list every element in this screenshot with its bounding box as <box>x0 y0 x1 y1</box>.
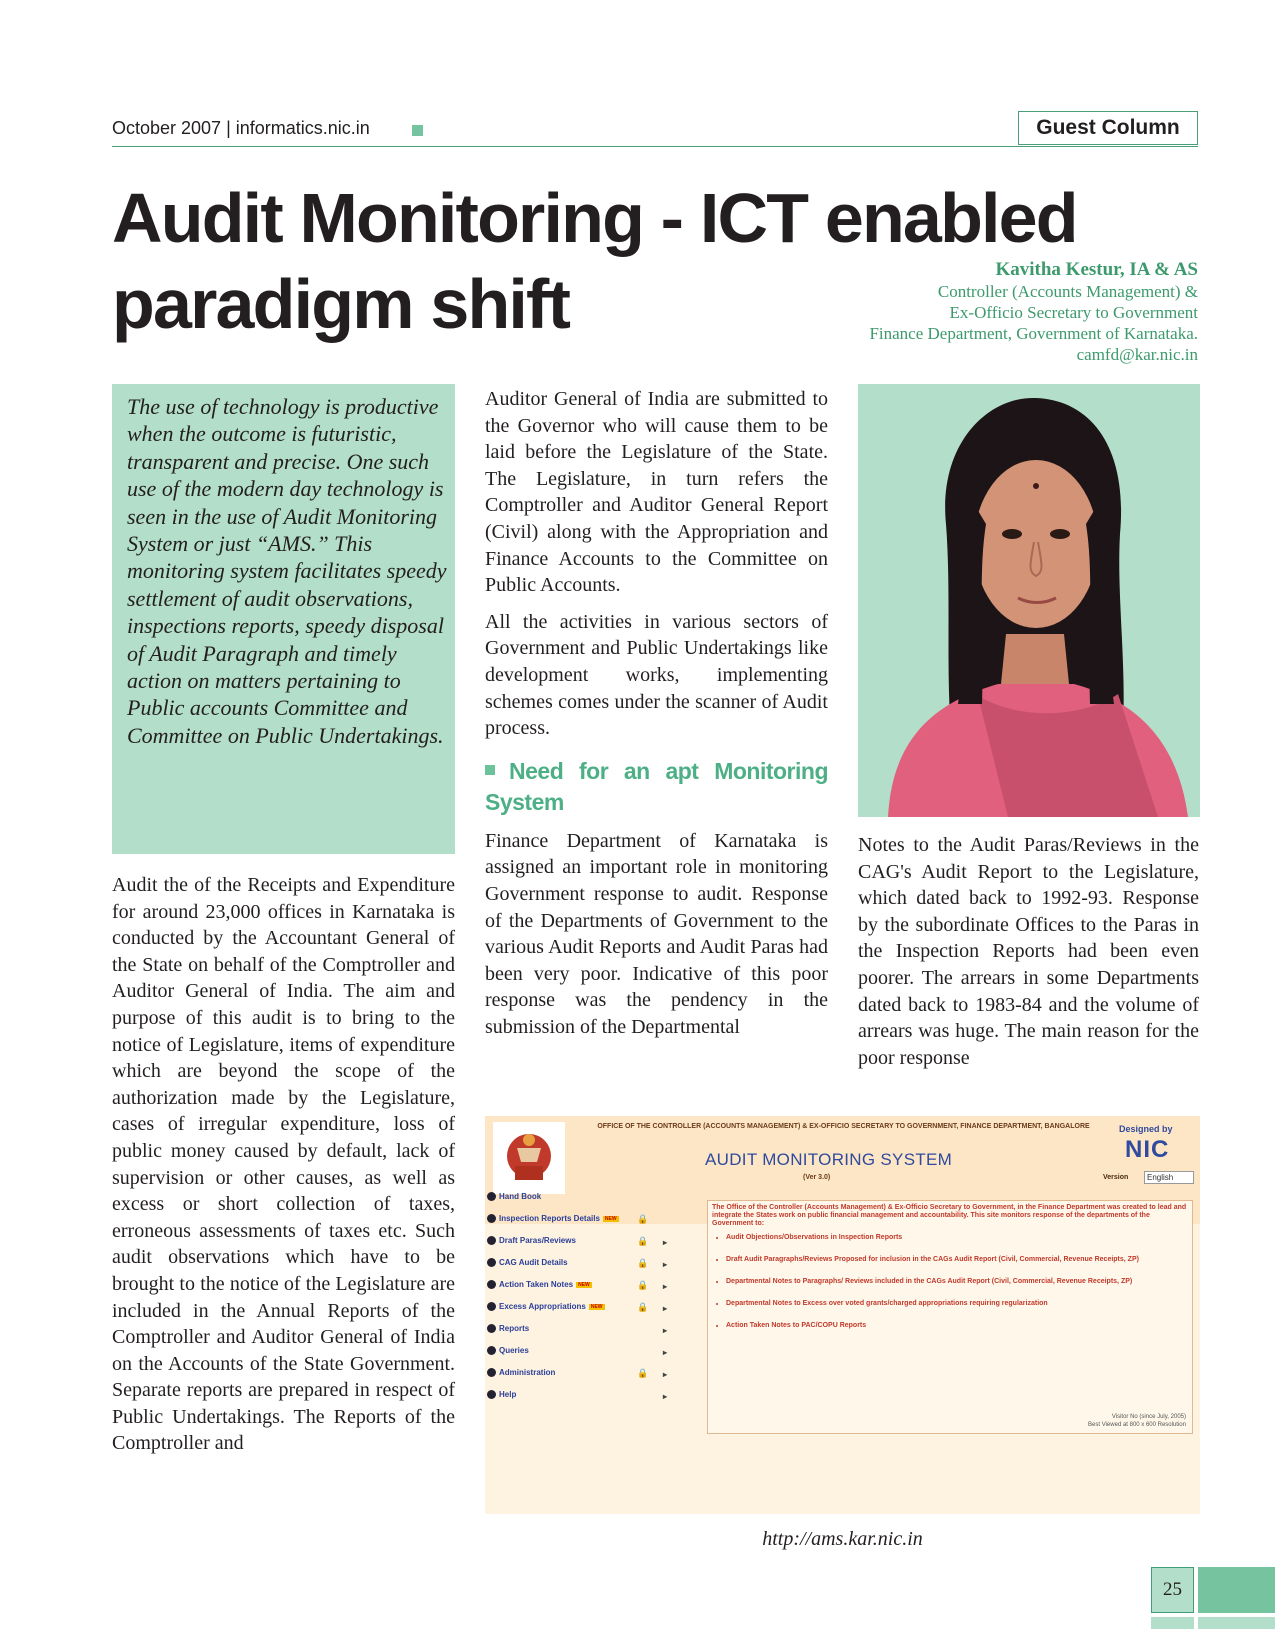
chevron-right-icon: ▸ <box>663 1392 668 1401</box>
menu-item-help[interactable] <box>487 1390 677 1412</box>
author-photo <box>858 384 1200 817</box>
lock-icon: 🔒 <box>637 1368 649 1378</box>
column-1 <box>112 872 455 1467</box>
chevron-right-icon: ▸ <box>663 1370 668 1379</box>
list-item[interactable]: • Departmental Notes to Paragraphs/ Reviews included in the CAGs Audit Report (Civil, Commercial, Revenue Receipts, ZP) <box>726 1278 1188 1286</box>
bullet-icon <box>487 1324 496 1333</box>
list-item[interactable]: • Departmental Notes to Excess over voted grants/charged appropriations requiring regularization <box>726 1300 1188 1308</box>
menu-item-queries[interactable] <box>487 1346 677 1368</box>
lock-icon: 🔒 <box>637 1214 649 1224</box>
chevron-right-icon: ▸ <box>663 1304 668 1313</box>
pull-quote-box <box>112 384 455 854</box>
best-viewed-note: Best Viewed at 800 x 600 Resolution <box>1088 1422 1186 1428</box>
lock-icon: 🔒 <box>637 1236 649 1246</box>
menu-item-label: Action Taken Notes <box>499 1280 574 1289</box>
ams-app-title: AUDIT MONITORING SYSTEM <box>705 1150 953 1169</box>
subheading-text: Need for an apt Monitoring System <box>485 757 828 815</box>
menu-item-label: Administration <box>499 1368 556 1377</box>
section-subheading <box>485 756 828 818</box>
menu-item-label: Hand Book <box>499 1192 542 1201</box>
portrait-illustration <box>858 384 1200 817</box>
nic-logo: NIC <box>1125 1136 1170 1163</box>
ams-intro-text: The Office of the Controller (Accounts Management) & Ex-Officio Secretary to Government, in the Finance Department was created to lead and integrate the States work on public financial management and accountability. This site monitors response of the departments of the Government to: <box>712 1204 1187 1227</box>
menu-item-inspection-reports[interactable] <box>487 1214 677 1236</box>
list-item[interactable]: • Draft Audit Paragraphs/Reviews Proposed for inclusion in the CAGs Audit Report (Civil, Commercial, Revenue Receipts, ZP) <box>726 1256 1188 1264</box>
page-number-tab <box>1198 1567 1275 1613</box>
body-paragraph: Notes to the Audit Paras/Reviews in the CAG's Audit Report to the Legislature, which dated back to 1992-93. Response by the subordinate Offices to the Paras in the Inspection Reports had been even poorer. The arrears in some Departments dated back to 1983-84 and the volume of arrears was huge. The main reason for the poor response <box>858 834 1199 1069</box>
lock-icon: 🔒 <box>637 1258 649 1268</box>
menu-item-cag-audit[interactable] <box>487 1258 677 1280</box>
menu-item-label: Help <box>499 1390 517 1399</box>
ams-screenshot-figure <box>485 1116 1200 1514</box>
title-line-1: Audit Monitoring - ICT enabled <box>112 179 1077 257</box>
accent-square <box>412 125 423 136</box>
menu-item-reports[interactable] <box>487 1324 677 1346</box>
menu-item-draft-paras[interactable] <box>487 1236 677 1258</box>
list-item[interactable]: • Action Taken Notes to PAC/COPU Reports <box>726 1322 1188 1330</box>
author-email: camfd@kar.nic.in <box>1076 345 1198 364</box>
body-paragraph: All the activities in various sectors of Government and Public Undertakings like development works, implementing schemes comes under the scanner of Audit process. <box>485 610 828 740</box>
bullet-icon <box>487 1368 496 1377</box>
designed-by-label: Designed by <box>1119 1124 1173 1134</box>
ams-side-menu <box>487 1192 677 1412</box>
bullet-icon <box>487 1214 496 1223</box>
ams-version: (Ver 3.0) <box>803 1174 831 1181</box>
body-paragraph: Auditor General of India are submitted to the Governor who will cause them to be laid before the Legislature of the State. The Legislature, in turn refers the Comptroller and Auditor General Report (Civil) along with the Appropriation and Finance Accounts to the Committee on Public Accounts. <box>485 388 828 597</box>
menu-item-label: Excess Appropriations <box>499 1302 586 1311</box>
column-2 <box>485 386 828 1050</box>
menu-item-action-taken[interactable] <box>487 1280 677 1302</box>
author-role-1: Controller (Accounts Management) & <box>937 282 1198 301</box>
body-paragraph: Finance Department of Karnataka is assigned an important role in monitoring Government response to audit. Response of the Departments of Government to the various Audit Reports and Audit Paras had been very poor. Indicative of this poor response was the pendency in the submission of the Departmental <box>485 829 828 1038</box>
menu-item-administration[interactable] <box>487 1368 677 1390</box>
page-number: 25 <box>1151 1567 1194 1613</box>
menu-item-hand-book[interactable] <box>487 1192 677 1214</box>
square-bullet-icon <box>485 765 495 775</box>
visitor-counter <box>1088 1413 1186 1429</box>
chevron-right-icon: ▸ <box>663 1260 668 1269</box>
bullet-icon <box>487 1280 496 1289</box>
chevron-right-icon: ▸ <box>663 1326 668 1335</box>
bullet-icon <box>487 1236 496 1245</box>
author-byline <box>869 258 1198 365</box>
new-badge: NEW <box>604 1215 617 1222</box>
bullet-icon <box>487 1390 496 1399</box>
menu-item-excess-appropriations[interactable] <box>487 1302 677 1324</box>
state-emblem-icon <box>493 1122 565 1194</box>
version-select[interactable]: English <box>1144 1171 1194 1184</box>
ams-content-panel <box>707 1200 1193 1434</box>
author-department: Finance Department, Government of Karnataka. <box>869 324 1198 343</box>
author-name: Kavitha Kestur, IA & AS <box>995 259 1198 280</box>
lock-icon: 🔒 <box>637 1302 649 1312</box>
visitor-label: Visitor No (since July, 2005) <box>1111 1414 1186 1420</box>
new-badge: NEW <box>578 1281 590 1288</box>
bullet-icon <box>487 1258 496 1267</box>
chevron-right-icon: ▸ <box>663 1282 668 1291</box>
footer-strip <box>1198 1617 1275 1629</box>
title-line-2: paradigm shift <box>112 265 570 343</box>
bullet-icon <box>487 1346 496 1355</box>
menu-item-label: Inspection Reports Details <box>499 1214 600 1223</box>
figure-caption: http://ams.kar.nic.in <box>762 1528 923 1550</box>
menu-item-label: Draft Paras/Reviews <box>499 1236 576 1245</box>
chevron-right-icon: ▸ <box>663 1348 668 1357</box>
section-label: Guest Column <box>1018 111 1198 145</box>
menu-item-label: Reports <box>499 1324 530 1333</box>
version-label: Version <box>1103 1174 1129 1181</box>
header-rule <box>112 146 1198 147</box>
ams-office-header: OFFICE OF THE CONTROLLER (ACCOUNTS MANAGEMENT) & EX-OFFICIO SECRETARY TO GOVERNMENT, FINANCE DEPARTMENT, BANGALORE <box>597 1123 1090 1130</box>
column-3 <box>858 832 1199 1081</box>
body-paragraph: Audit the of the Receipts and Expenditure for around 23,000 offices in Karnataka is conducted by the Accountant General of the State on behalf of the Comptroller and Auditor General of India. The aim and purpose of this audit is to bring to the notice of Legislature, items of expenditure which are beyond the scope of the authorization made by the Legislature, cases of irregular expenditure, loss of public money caused by default, lack of supervision or other causes, as well as excess or short collection of taxes, erroneous assessments of taxes etc. Such audit observations which have to be brought to the notice of the Legislature are included in the Annual Reports of the Comptroller and Auditor General of India on the Accounts of the State Government. Separate reports are prepared in respect of Public Undertakings. The Reports of the Comptroller and <box>112 874 455 1455</box>
list-item[interactable]: • Audit Objections/Observations in Inspection Reports <box>726 1234 1188 1242</box>
new-badge: NEW <box>590 1303 603 1310</box>
pull-quote-text: The use of technology is productive when the outcome is futuristic, transparent and precise. One such use of the modern day technology is seen in the use of Audit Monitoring System or just “AMS.” This monitoring system facilitates speedy settlement of audit observations, inspections reports, speedy disposal of Audit Paragraph and timely action on matters pertaining to Public accounts Committee and Committee on Public Undertakings. <box>127 394 447 748</box>
footer-strip <box>1151 1617 1194 1629</box>
issue-line: October 2007 | informatics.nic.in <box>112 118 370 138</box>
lock-icon: 🔒 <box>637 1280 649 1290</box>
bullet-icon <box>487 1192 496 1201</box>
ams-responsibility-list <box>726 1234 1188 1330</box>
author-role-2: Ex-Officio Secretary to Government <box>949 303 1198 322</box>
menu-item-label: Queries <box>499 1346 529 1355</box>
chevron-right-icon: ▸ <box>663 1238 668 1247</box>
menu-item-label: CAG Audit Details <box>499 1258 568 1267</box>
bullet-icon <box>487 1302 496 1311</box>
